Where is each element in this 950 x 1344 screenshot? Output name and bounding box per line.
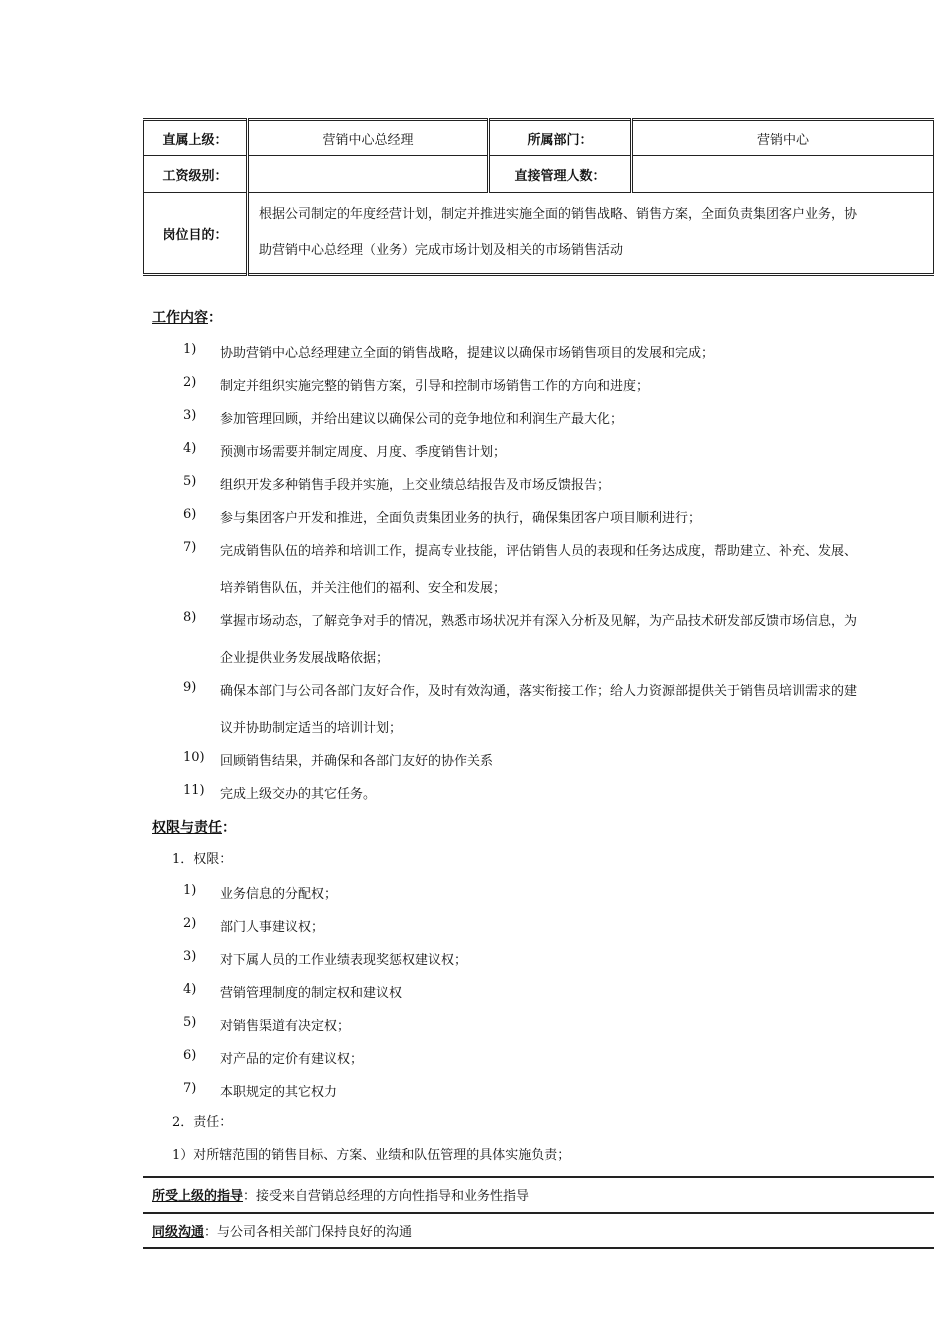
- work-item-number: 1): [183, 342, 197, 357]
- authority-item-number: 3): [183, 949, 197, 964]
- purpose-line-1: 根据公司制定的年度经营计划，制定并推进实施全面的销售战略、销售方案，全面负责集团客户业务，协: [259, 207, 858, 222]
- work-item-text: 组织开发多种销售手段并实施，上交业绩总结报告及市场反馈报告；: [220, 478, 611, 493]
- authority-heading: [152, 817, 236, 837]
- purpose-text: [248, 193, 934, 275]
- managed-count-value: [632, 156, 934, 193]
- work-item-text-continued: 培养销售队伍，并关注他们的福利、安全和发展；: [220, 581, 507, 596]
- authority-item-text: 对产品的定价有建议权；: [220, 1052, 364, 1067]
- authority-item-text: 本职规定的其它权力: [220, 1085, 338, 1100]
- work-item-number: 4): [183, 441, 197, 456]
- work-item-text: 完成销售队伍的培养和培训工作，提高专业技能，评估销售人员的表现和任务达成度，帮助建立、补充、发展、: [220, 544, 858, 559]
- work-item-text: 协助营销中心总经理建立全面的销售战略，提建议以确保市场销售项目的发展和完成；: [220, 346, 715, 361]
- work-item-number: 7): [183, 540, 197, 555]
- work-item-number: 8): [183, 610, 197, 625]
- salary-label: 工资级别：: [144, 156, 248, 193]
- department-label: 所属部门：: [489, 120, 632, 156]
- managed-count-label: 直接管理人数：: [489, 156, 632, 193]
- work-item-text-continued: 议并协助制定适当的培训计划；: [220, 721, 403, 736]
- superior-value: 营销中心总经理: [248, 120, 489, 156]
- work-item-text: 掌握市场动态，了解竞争对手的情况，熟悉市场状况并有深入分析及见解，为产品技术研发部反馈市场信息，为: [220, 614, 858, 629]
- work-item-number: 6): [183, 507, 197, 522]
- authority-item-number: 5): [183, 1015, 197, 1030]
- authority-sub-heading: 1．权限：: [172, 852, 233, 867]
- work-item-number: 11): [183, 783, 205, 798]
- authority-item-text: 对下属人员的工作业绩表现奖惩权建议权；: [220, 953, 468, 968]
- salary-value: [248, 156, 489, 193]
- authority-colon: ：: [222, 820, 236, 836]
- authority-title: 权限与责任: [152, 820, 222, 836]
- peer-communication-row: [152, 1221, 412, 1240]
- work-item-text: 参加管理回顾，并给出建议以确保公司的竞争地位和利润生产最大化；: [220, 412, 624, 427]
- purpose-line-2: 助营销中心总经理（业务）完成市场计划及相关的市场销售活动: [259, 243, 624, 258]
- work-item-text: 回顾销售结果，并确保和各部门友好的协作关系: [220, 754, 494, 769]
- divider: [143, 1212, 934, 1214]
- department-value: 营销中心: [632, 120, 934, 156]
- work-item-number: 3): [183, 408, 197, 423]
- peer-label: 同级沟通: [152, 1225, 205, 1240]
- authority-item-number: 6): [183, 1048, 197, 1063]
- work-item-number: 10): [183, 750, 205, 765]
- work-item-number: 2): [183, 375, 197, 390]
- work-item-number: 9): [183, 680, 197, 695]
- authority-item-text: 营销管理制度的制定权和建议权: [220, 986, 403, 1001]
- work-item-number: 5): [183, 474, 197, 489]
- purpose-label: 岗位目的：: [144, 193, 248, 275]
- guidance-label: 所受上级的指导: [152, 1189, 244, 1204]
- authority-item-number: 2): [183, 916, 197, 931]
- work-item-text: 完成上级交办的其它任务。: [220, 787, 377, 802]
- authority-item-number: 1): [183, 883, 197, 898]
- guidance-text: ：接受来自营销总经理的方向性指导和业务性指导: [243, 1189, 530, 1204]
- work-content-heading: [152, 307, 222, 327]
- work-item-text: 参与集团客户开发和推进，全面负责集团业务的执行，确保集团客户项目顺利进行；: [220, 511, 702, 526]
- work-item-text: 确保本部门与公司各部门友好合作，及时有效沟通，落实衔接工作；给人力资源部提供关于销售员培训需求的建: [220, 684, 858, 699]
- superior-label: 直属上级：: [144, 120, 248, 156]
- responsibility-sub-heading: 2．责任：: [172, 1115, 233, 1130]
- guidance-row: [152, 1185, 529, 1204]
- work-content-colon: ：: [208, 310, 222, 326]
- job-info-table: [143, 118, 934, 276]
- authority-item-text: 对销售渠道有决定权；: [220, 1019, 351, 1034]
- divider: [143, 1176, 934, 1178]
- work-item-text: 预测市场需要并制定周度、月度、季度销售计划；: [220, 445, 507, 460]
- authority-item-text: 业务信息的分配权；: [220, 887, 338, 902]
- authority-item-text: 部门人事建议权；: [220, 920, 325, 935]
- work-item-text: 制定并组织实施完整的销售方案，引导和控制市场销售工作的方向和进度；: [220, 379, 650, 394]
- divider: [143, 1247, 934, 1249]
- responsibility-item: 1）对所辖范围的销售目标、方案、业绩和队伍管理的具体实施负责；: [172, 1148, 571, 1163]
- peer-text: ：与公司各相关部门保持良好的沟通: [204, 1225, 413, 1240]
- work-content-title: 工作内容: [152, 310, 208, 326]
- work-item-text-continued: 企业提供业务发展战略依据；: [220, 651, 390, 666]
- authority-item-number: 7): [183, 1081, 197, 1096]
- authority-item-number: 4): [183, 982, 197, 997]
